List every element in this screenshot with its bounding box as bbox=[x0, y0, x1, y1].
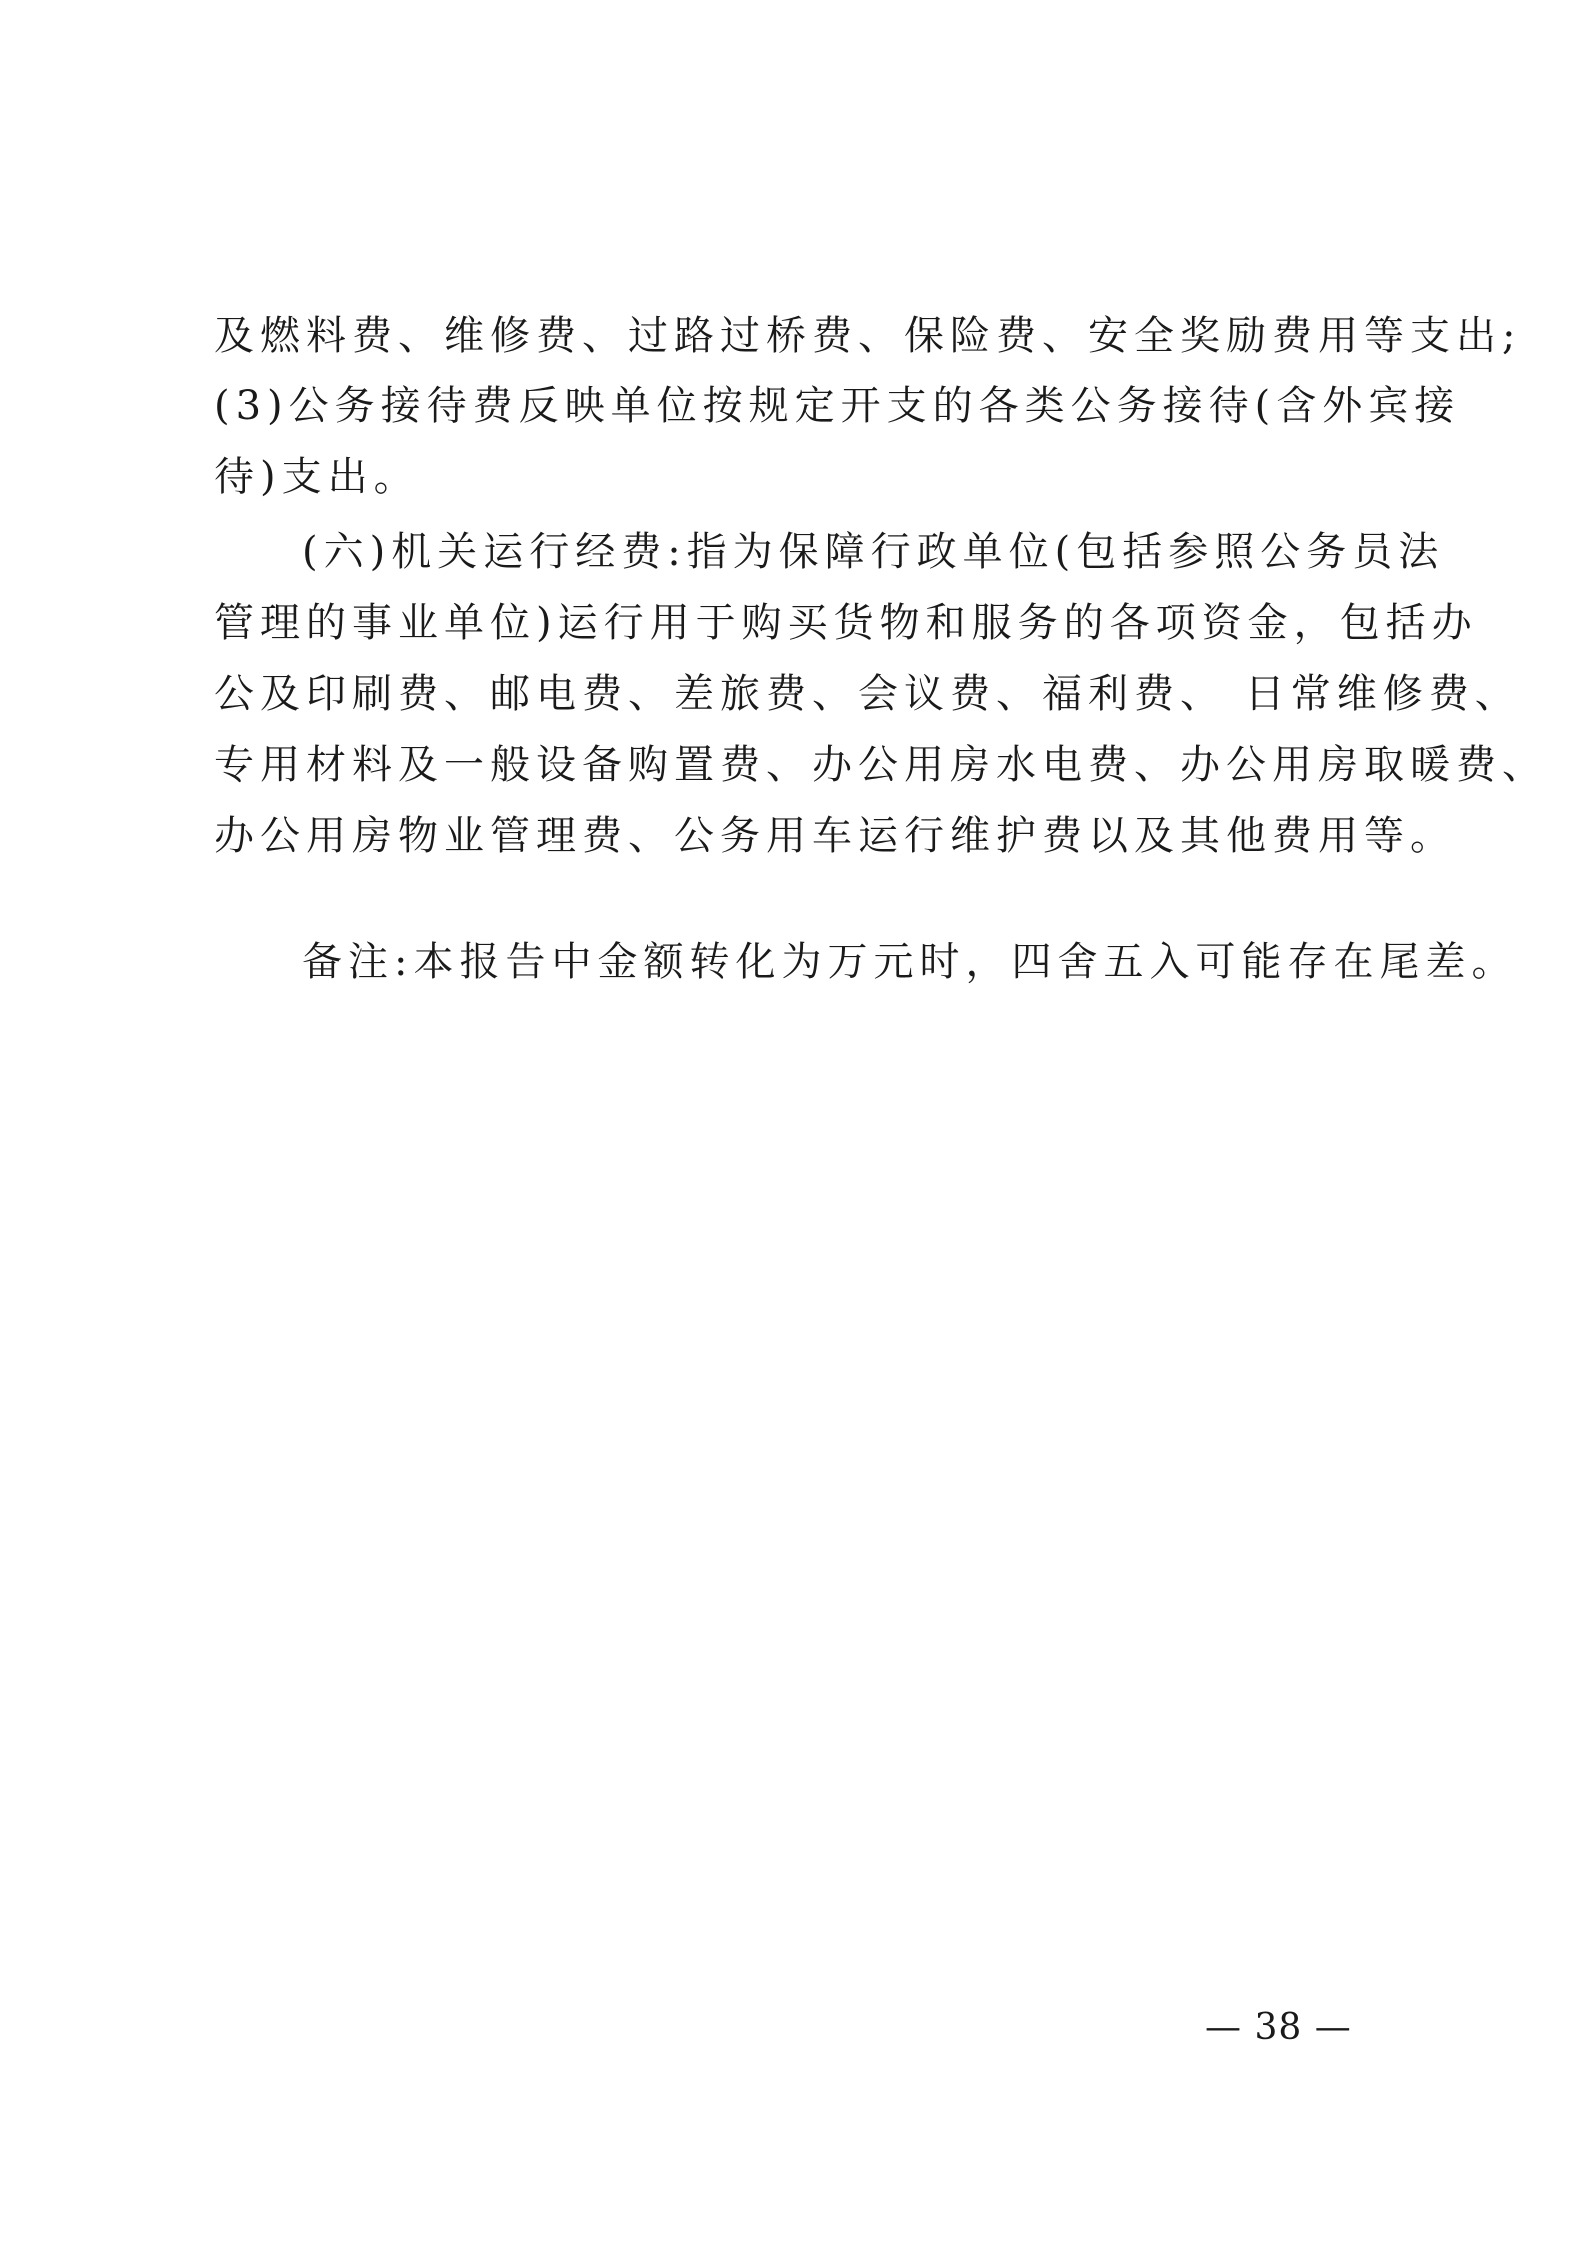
note-line: 备注:本报告中金额转化为万元时，四舍五入可能存在尾差。 bbox=[302, 939, 1518, 985]
paragraph-line: 待)支出。 bbox=[214, 454, 420, 500]
page-number: — 38 — bbox=[1205, 2007, 1352, 2048]
paragraph-line: 办公用房物业管理费、公务用车运行维护费以及其他费用等。 bbox=[214, 813, 1456, 859]
paragraph-line: 公及印刷费、邮电费、差旅费、会议费、福利费、 日常维修费、 bbox=[214, 671, 1521, 717]
section-six-first-line: (六)机关运行经费:指为保障行政单位(包括参照公务员法 bbox=[302, 529, 1445, 575]
paragraph-line: 专用材料及一般设备购置费、办公用房水电费、办公用房取暖费、 bbox=[214, 742, 1548, 788]
paragraph-line: 及燃料费、维修费、过路过桥费、保险费、安全奖励费用等支出; bbox=[214, 313, 1522, 359]
paragraph-line: 管理的事业单位)运行用于购买货物和服务的各项资金，包括办 bbox=[214, 600, 1478, 646]
paragraph-line: (3)公务接待费反映单位按规定开支的各类公务接待(含外宾接 bbox=[214, 383, 1461, 429]
